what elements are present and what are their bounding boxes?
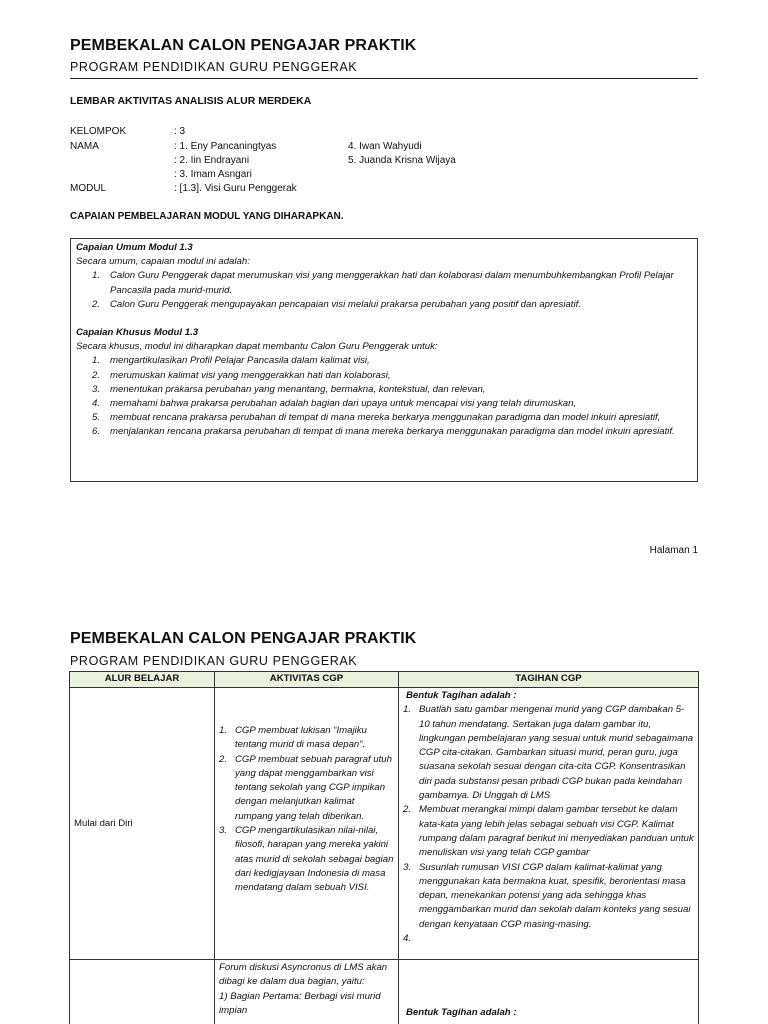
list-item: menjalankan rencana prakarsa perubahan di tempat di mana mereka berkarya menggunakan paradigma dan model inkuiri apresiatif. [110,426,675,438]
list-item: menentukan prakarsa perubahan yang menantang, bermakna, kontekstual, dan relevan, [110,383,486,395]
page-subtitle: PROGRAM PENDIDIKAN GURU PENGGERAK [70,60,358,74]
page-title: PEMBEKALAN CALON PENGAJAR PRAKTIK [70,37,417,54]
list-item: Calon Guru Penggerak mengupayakan pencapaian visi melalui prakarsa perubahan yang positif dan apresiatif. [110,298,581,310]
list-item: merumuskan kalimat visi yang menggerakkan hati dan kolaborasi, [110,369,391,381]
tagihan-cell [399,960,699,1024]
table-row [70,960,699,1024]
aktivitas-cell [215,960,399,1024]
list-item: 2. Membuat merangkai mimpi dalam gambar tersebut ke dalam kata-kata yang lebih jelas sebagai sebuah visi CGP. Kalimat rumpang dalam paragraf berikut ini menyediakan panduan untuk menuliskan visi yang telah CGP gambar [403,804,694,859]
tagihan-title: Bentuk Tagihan adalah : [406,690,517,701]
list-item: memahami bahwa prakarsa perubahan adalah bagian dari upaya untuk mencapai visi yang telah dirumuskan, [110,398,577,410]
modul-label: MODUL [70,183,107,194]
name-2: : 2. Iin Endrayani [174,155,250,166]
tagihan-title: Bentuk Tagihan adalah : [406,1007,517,1018]
col-header-alur: ALUR BELAJAR [70,672,215,688]
alur-table [69,671,699,1024]
name-3: : 3. Imam Asngari [174,169,252,180]
list-item: membuat rencana prakarsa perubahan di tempat di mana mereka berkarya menggunakan paradigma dan model inkuiri apresiatif, [110,412,661,424]
list-item: 1. CGP membuat lukisan “Imajiku tentang murid di masa depan”. [219,725,367,751]
capaian-khusus-list [76,354,692,439]
list-item: 3. Susunlah rumusan VISI CGP dalam kalimat-kalimat yang menggunakan kata bermakna kuat, spesifik, berorientasi masa depan, menekankan potensi yang ada sehingga khas menggambarkan murid dan sekolah dalam konteks yang sesuai dengan kenyataan CGP masing-masing. [403,861,691,930]
capaian-box [70,238,698,482]
list-item: mengartikulasikan Profil Pelajar Pancasila dalam kalimat visi, [110,355,370,367]
list-item: Calon Guru Penggerak dapat merumuskan visi yang menggerakkan hati dan kolaborasi dalam menumbuhkembangkan Profil Pelajar Pancasila pada murid-murid. [110,270,674,296]
capaian-khusus-intro: Secara khusus, modul ini diharapkan dapat membantu Calon Guru Penggerak untuk: [76,341,438,353]
page-number: Halaman 1 [649,545,698,556]
aktivitas-cell [215,688,399,960]
col-header-tagihan: TAGIHAN CGP [399,672,699,688]
page-2 [0,600,768,1024]
tagihan-cell: Bentuk Tagihan adalah : 1. Buatlah satu gambar mengenai murid yang CGP dambakan 5-10 tahun mendatang. Sertakan juga dalam gambar itu, lingkungan pembelajaran yang sesuai untuk murid sebagaimana CGP cita-citakan. Gambarkan situasi murid, peran guru, juga suasana sekolah sesuai dengan cita-cita CGP. Konsentrasikan diri pada substansi pesan pribadi CGP bukan pada keindahan gambarnya. Di Unggah di LMS 2. Membuat merangkai mimpi dalam gambar tersebut ke dalam kata-kata yang lebih jelas sebagai sebuah visi CGP. Kalimat rumpang dalam paragraf berikut ini menyediakan panduan untuk menuliskan visi yang telah CGP gambar 3. Susunlah rumusan VISI CGP dalam kalimat-kalimat yang menggunakan kata bermakna kuat, spesifik, berorientasi masa depan, menekankan potensi yang ada sehingga khas menggambarkan murid dan sekolah dalam konteks yang sesuai dengan kenyataan CGP masing-masing. 4. [399,688,699,960]
capaian-umum-list [76,269,692,312]
sheet-title: LEMBAR AKTIVITAS ANALISIS ALUR MERDEKA [70,95,312,107]
kelompok-label: KELOMPOK [70,126,127,137]
alur-cell: Mulai dari Diri [70,688,215,960]
list-item: 3. CGP mengartikulasikan nilai-nilai, filosofi, harapan yang mereka yakini atas murid di sekolah sebagai bagian dari kedigjayaan Indonesia di masa mendatang dalam sebuah VISI. [219,825,394,894]
page-subtitle: PROGRAM PENDIDIKAN GURU PENGGERAK [70,654,358,668]
name-5: 5. Juanda Krisna Wijaya [348,155,456,166]
aktivitas-line: Forum diskusi Asyncronus di LMS akan dibagi ke dalam dua bagian, yaitu: [219,962,388,988]
aktivitas-line: 1) Bagian Pertama: Berbagi visi murid impian [219,990,381,1016]
modul-value: : [1.3]. Visi Guru Penggerak [174,183,297,194]
kelompok-value: : 3 [174,126,186,137]
col-header-aktivitas: AKTIVITAS CGP [215,672,399,688]
name-4: 4. Iwan Wahyudi [348,141,422,152]
header-divider [70,78,698,79]
page-title: PEMBEKALAN CALON PENGAJAR PRAKTIK [70,630,417,647]
nama-label: NAMA [70,141,99,152]
capaian-umum-intro: Secara umum, capaian modul ini adalah: [76,256,250,268]
capaian-umum-title: Capaian Umum Modul 1.3 [76,242,193,253]
alur-cell [70,960,215,1024]
capaian-heading: CAPAIAN PEMBELAJARAN MODUL YANG DIHARAPKAN. [70,211,344,222]
list-item: 1. Buatlah satu gambar mengenai murid yang CGP dambakan 5-10 tahun mendatang. Sertakan juga dalam gambar itu, lingkungan pembelajaran yang sesuai untuk murid sebagaimana CGP cita-citakan. Gambarkan situasi murid, peran guru, juga suasana sekolah sesuai dengan cita-cita CGP. Konsentrasikan diri pada substansi pesan pribadi CGP bukan pada keindahan gambarnya. Di Unggah di LMS [403,704,694,802]
table-row [70,688,699,960]
name-1: : 1. Eny Pancaningtyas [174,141,277,152]
list-item: 2. CGP membuat sebuah paragraf utuh yang dapat menggambarkan visi tentang sekolah yang CGP impikan dengan melanjutkan kalimat rumpang yang telah diberikan. [219,753,392,822]
capaian-khusus-title: Capaian Khusus Modul 1.3 [76,327,199,339]
